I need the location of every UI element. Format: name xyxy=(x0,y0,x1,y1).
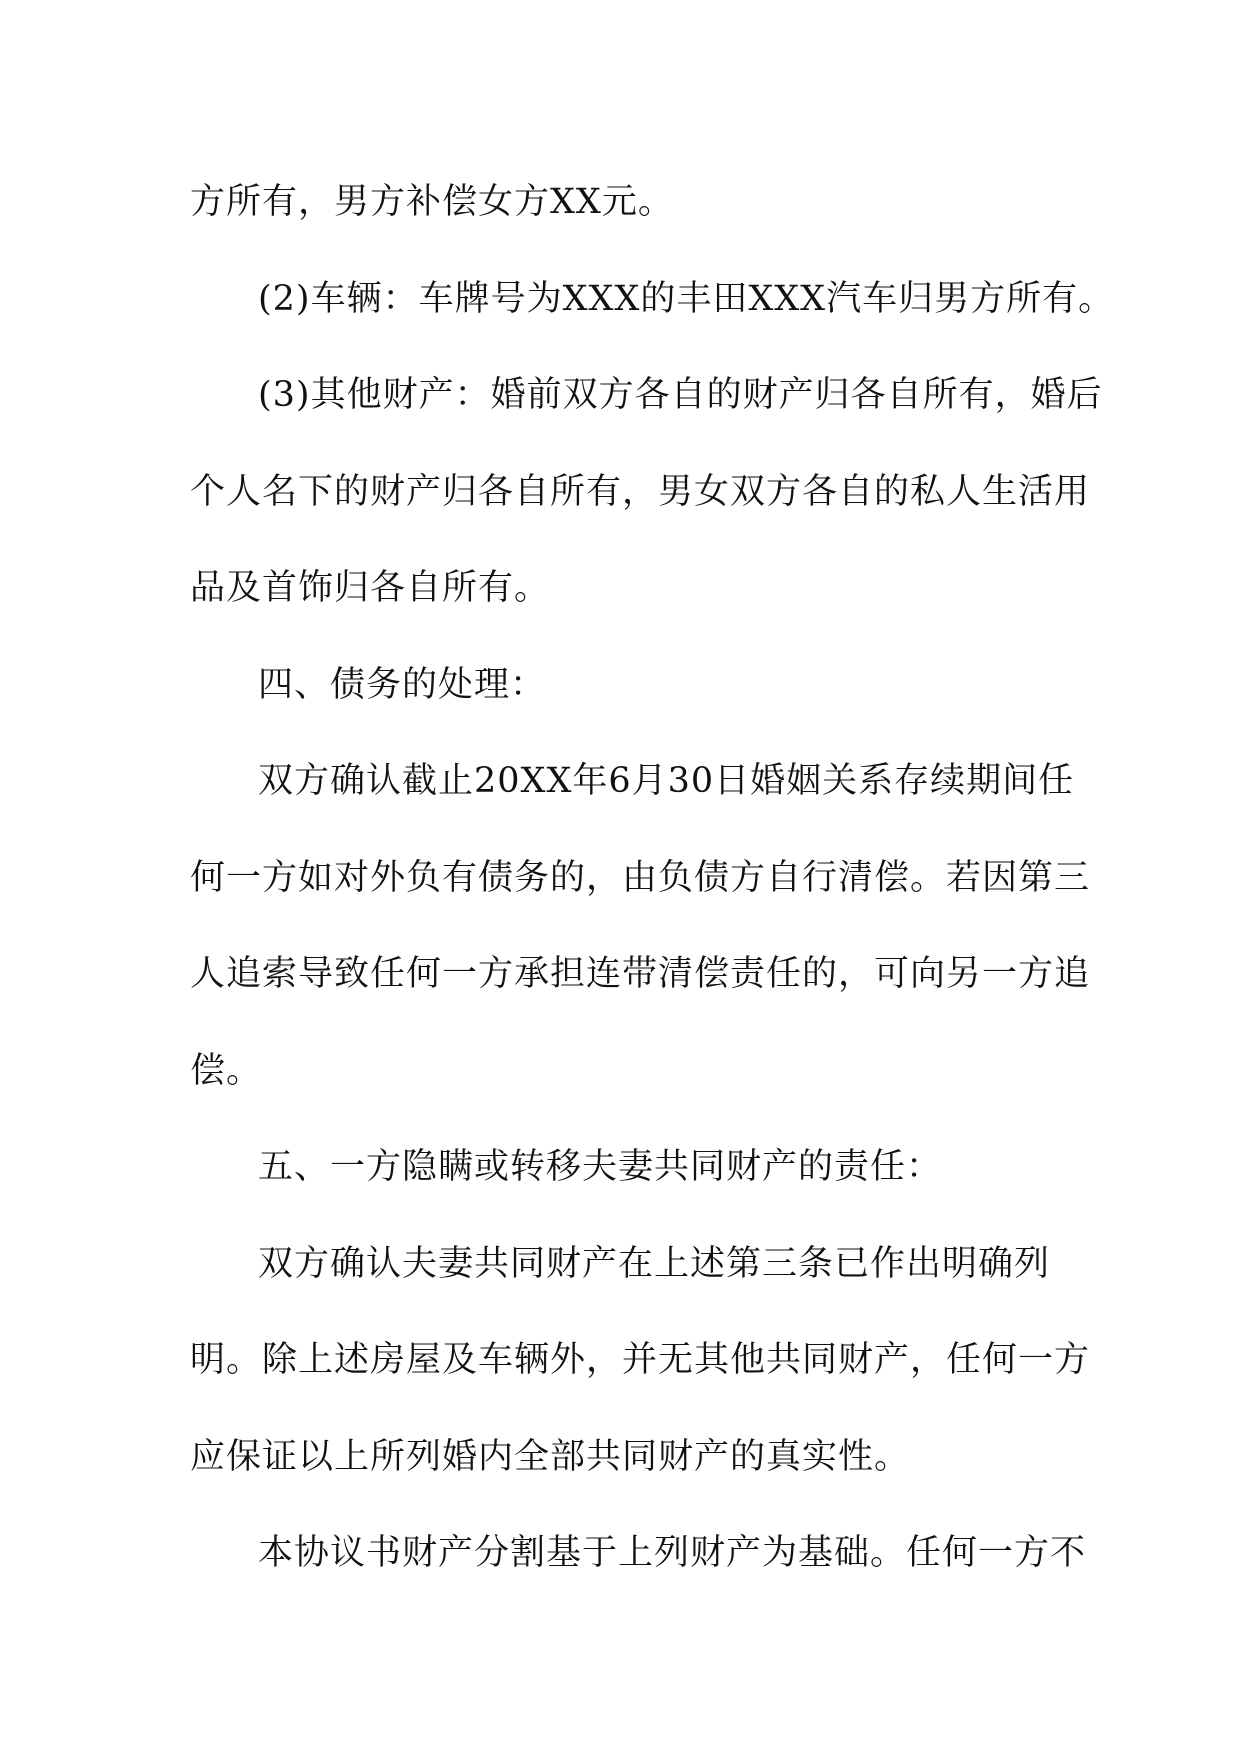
text-line-9: 人追索导致任何一方承担连带清偿责任的，可向另一方追 xyxy=(190,954,1091,994)
text-line-3: (3)其他财产：婚前双方各自的财产归各自所有，婚后 xyxy=(258,375,1103,415)
text-line-15: 本协议书财产分割基于上列财产为基础。任何一方不 xyxy=(258,1533,1087,1573)
text-line-8: 何一方如对外负有债务的，由负债方自行清偿。若因第三 xyxy=(190,858,1091,898)
text-line-10: 偿。 xyxy=(190,1051,263,1091)
text-line-12: 双方确认夫妻共同财产在上述第三条已作出明确列 xyxy=(258,1244,1051,1284)
text-line-4: 个人名下的财产归各自所有，男女双方各自的私人生活用 xyxy=(190,472,1091,512)
section-heading-5: 五、一方隐瞒或转移夫妻共同财产的责任： xyxy=(258,1147,943,1187)
text-line-5: 品及首饰归各自所有。 xyxy=(190,568,551,608)
text-line-14: 应保证以上所列婚内全部共同财产的真实性。 xyxy=(190,1437,911,1477)
section-heading-4: 四、债务的处理： xyxy=(258,665,547,705)
text-line-2: (2)车辆：车牌号为XXX的丰田XXX汽车归男方所有。 xyxy=(258,279,1115,319)
text-line-7: 双方确认截止20XX年6月30日婚姻关系存续期间任 xyxy=(258,761,1075,801)
text-line-1: 方所有，男方补偿女方XX元。 xyxy=(190,182,674,222)
text-line-13: 明。除上述房屋及车辆外，并无其他共同财产，任何一方 xyxy=(190,1340,1091,1380)
